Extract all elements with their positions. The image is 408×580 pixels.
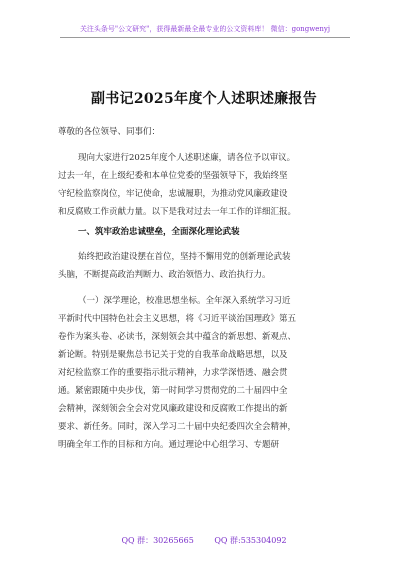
paragraph-line: 新论断。特别是聚焦总书记关于党的自我革命战略思想，以及 bbox=[58, 350, 288, 360]
paragraph-line: 要求、新任务。同时，深入学习二十届中央纪委四次全会精神， bbox=[58, 422, 297, 432]
paragraph-line: （一）深学理论，校准思想坐标。全年深入系统学习习近 bbox=[78, 296, 291, 306]
qq-group-2: QQ 群:535304092 bbox=[214, 536, 287, 545]
salutation: 尊敬的各位领导、同事们： bbox=[58, 127, 161, 137]
header-banner: 关注头条号"公文研究"，获得最新最全最专业的公文资料库！ 微信：gongwenyj bbox=[79, 25, 331, 33]
paragraph-line: 卷作为案头卷、必读书，深刻领会其中蕴含的新思想、新观点、 bbox=[58, 332, 297, 342]
footer-contacts bbox=[0, 535, 408, 546]
paragraph-line: 始终把政治建设摆在首位，坚持不懈用党的创新理论武装 bbox=[78, 252, 291, 262]
section-heading: 一、筑牢政治忠诚壁垒，全面深化理论武装 bbox=[78, 227, 240, 237]
qq-group-1: QQ 群：30265665 bbox=[121, 536, 194, 545]
document-title: 副书记2025年度个人述职述廉报告 bbox=[90, 91, 318, 107]
paragraph-line: 通。紧密跟随中央步伐，第一时间学习贯彻党的二十届四中全 bbox=[58, 386, 288, 396]
paragraph-line: 会精神，深刻领会全会对党风廉政建设和反腐败工作提出的新 bbox=[58, 404, 288, 414]
paragraph-line: 对纪检监察工作的重要指示批示精神，力求学深悟透、融会贯 bbox=[58, 368, 288, 378]
paragraph-line: 头脑，不断提高政治判断力、政治领悟力、政治执行力。 bbox=[58, 270, 271, 280]
paragraph-line: 过去一年，在上级纪委和本单位党委的坚强领导下，我始终坚 bbox=[58, 171, 288, 181]
paragraph-line: 现向大家进行2025年度个人述职述廉，请各位予以审议。 bbox=[78, 153, 296, 163]
header-divider bbox=[60, 37, 350, 38]
paragraph-line: 守纪检监察岗位，牢记使命，忠诚履职，为推动党风廉政建设 bbox=[58, 189, 288, 199]
paragraph-line: 和反腐败工作贡献力量。以下是我对过去一年工作的详细汇报。 bbox=[58, 207, 297, 217]
paragraph-line: 平新时代中国特色社会主义思想，将《习近平谈治国理政》第五 bbox=[58, 314, 297, 324]
paragraph-line: 明确全年工作的目标和方向。通过理论中心组学习、专题研 bbox=[58, 440, 280, 450]
